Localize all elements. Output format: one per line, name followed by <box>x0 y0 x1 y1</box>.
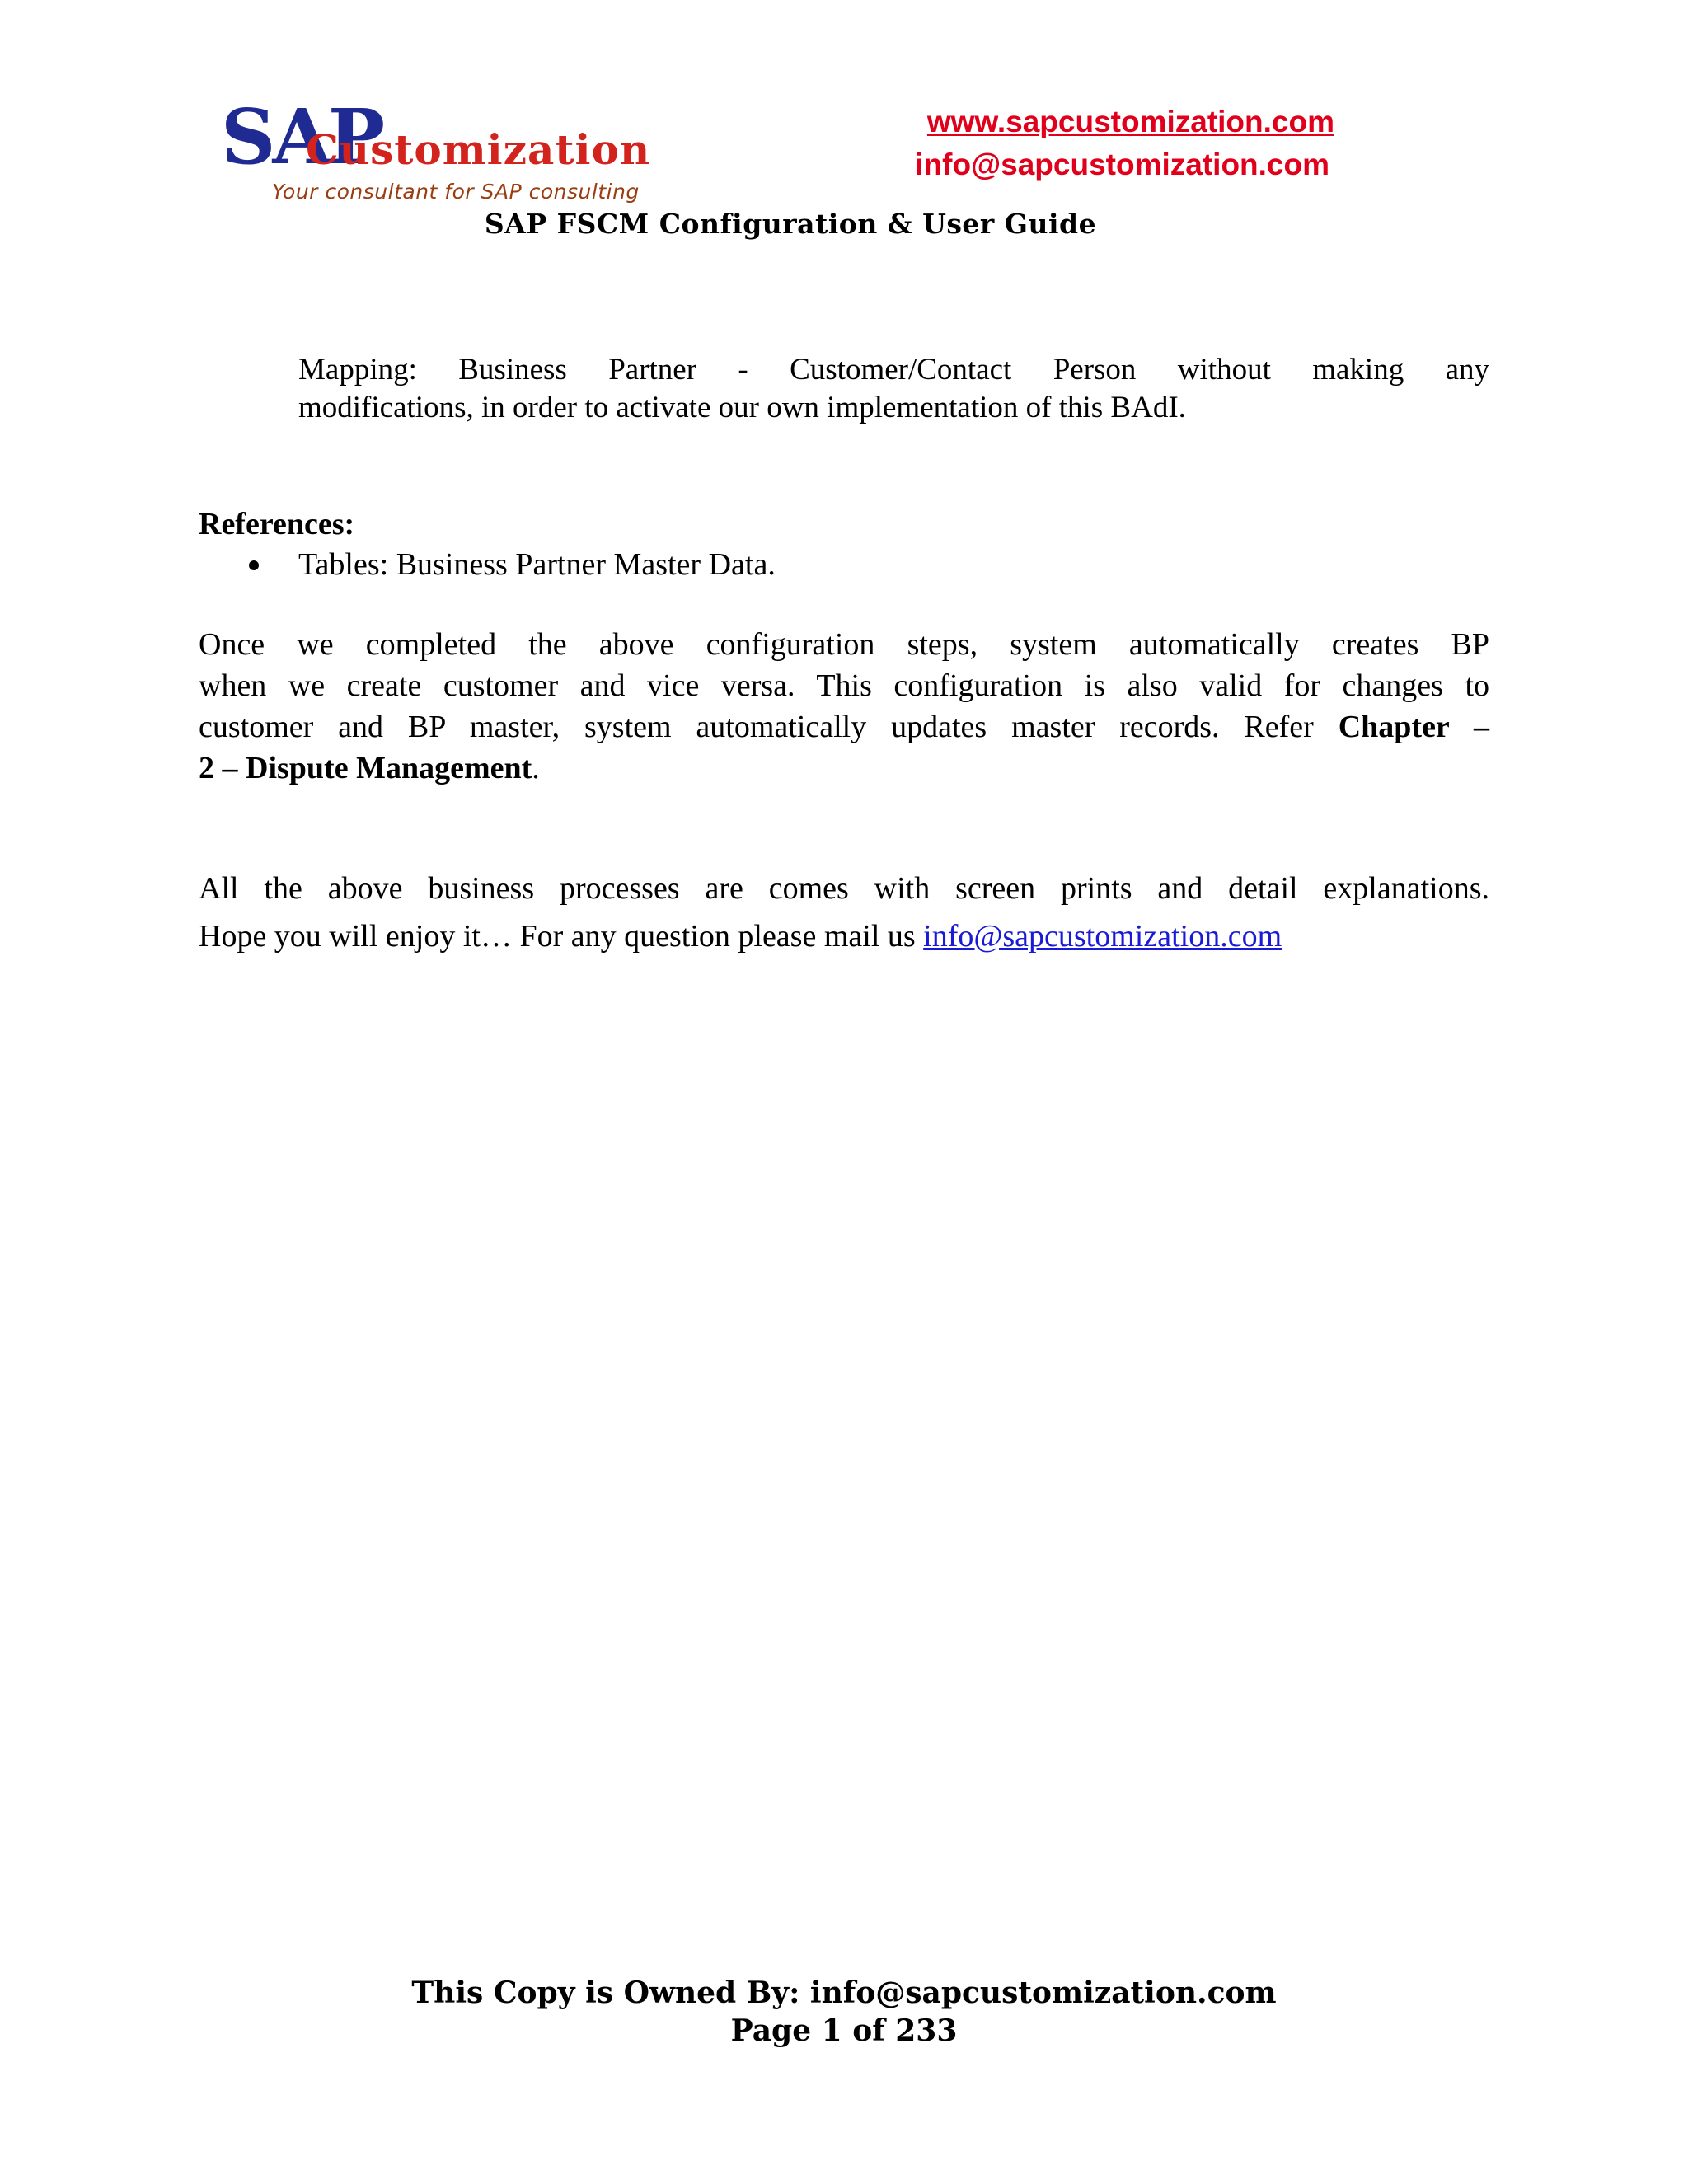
intro-line-1: Mapping: Business Partner - Customer/Contact Person without making any <box>298 353 1489 387</box>
paragraph-period: . <box>532 751 540 785</box>
header-email: info@sapcustomization.com <box>915 148 1329 181</box>
header-website-link[interactable]: www.sapcustomization.com <box>926 105 1334 138</box>
logo-sap-text: SAP <box>221 92 382 181</box>
closing-line-2 <box>199 912 1489 960</box>
references-list <box>0 544 1071 585</box>
paragraph-line-4 <box>199 748 1489 789</box>
page-number: Page 1 of 233 <box>730 2013 958 2048</box>
intro-paragraph <box>298 351 1489 427</box>
reference-text: Tables: Business Partner Master Data. <box>298 547 776 582</box>
document-title: SAP FSCM Configuration & User Guide <box>484 208 1097 240</box>
contact-email-link[interactable]: info@sapcustomization.com <box>923 919 1282 954</box>
paragraph-line-3-text: customer and BP master, system automatically updates master records. Refer <box>199 710 1339 744</box>
bullet-icon <box>249 560 259 570</box>
paragraph-line-2: when we create customer and vice versa. This configuration is also valid for changes to <box>199 668 1489 703</box>
logo-customization-text: Customization <box>306 125 651 174</box>
chapter-reference-bold: Chapter – <box>1338 710 1489 744</box>
references-heading: References: <box>199 507 355 541</box>
footer-owner: This Copy is Owned By: info@sapcustomization.com <box>411 1975 1277 2010</box>
closing-line-1: All the above business processes are comes with screen prints and detail explanations. <box>199 871 1489 906</box>
intro-line-2: modifications, in order to activate our own implementation of this BAdI. <box>298 391 1186 424</box>
paragraph-line-3 <box>199 706 1489 748</box>
closing-paragraph <box>199 865 1489 960</box>
closing-line-2-text: Hope you will enjoy it… For any question please mail us <box>199 919 924 954</box>
dispute-management-bold: 2 – Dispute Management <box>199 751 532 785</box>
logo-tagline: Your consultant for SAP consulting <box>272 180 640 204</box>
main-paragraph <box>199 624 1489 789</box>
paragraph-line-1: Once we completed the above configuration steps, system automatically creates BP <box>199 627 1489 662</box>
company-logo <box>221 92 682 210</box>
list-item <box>0 544 1071 585</box>
